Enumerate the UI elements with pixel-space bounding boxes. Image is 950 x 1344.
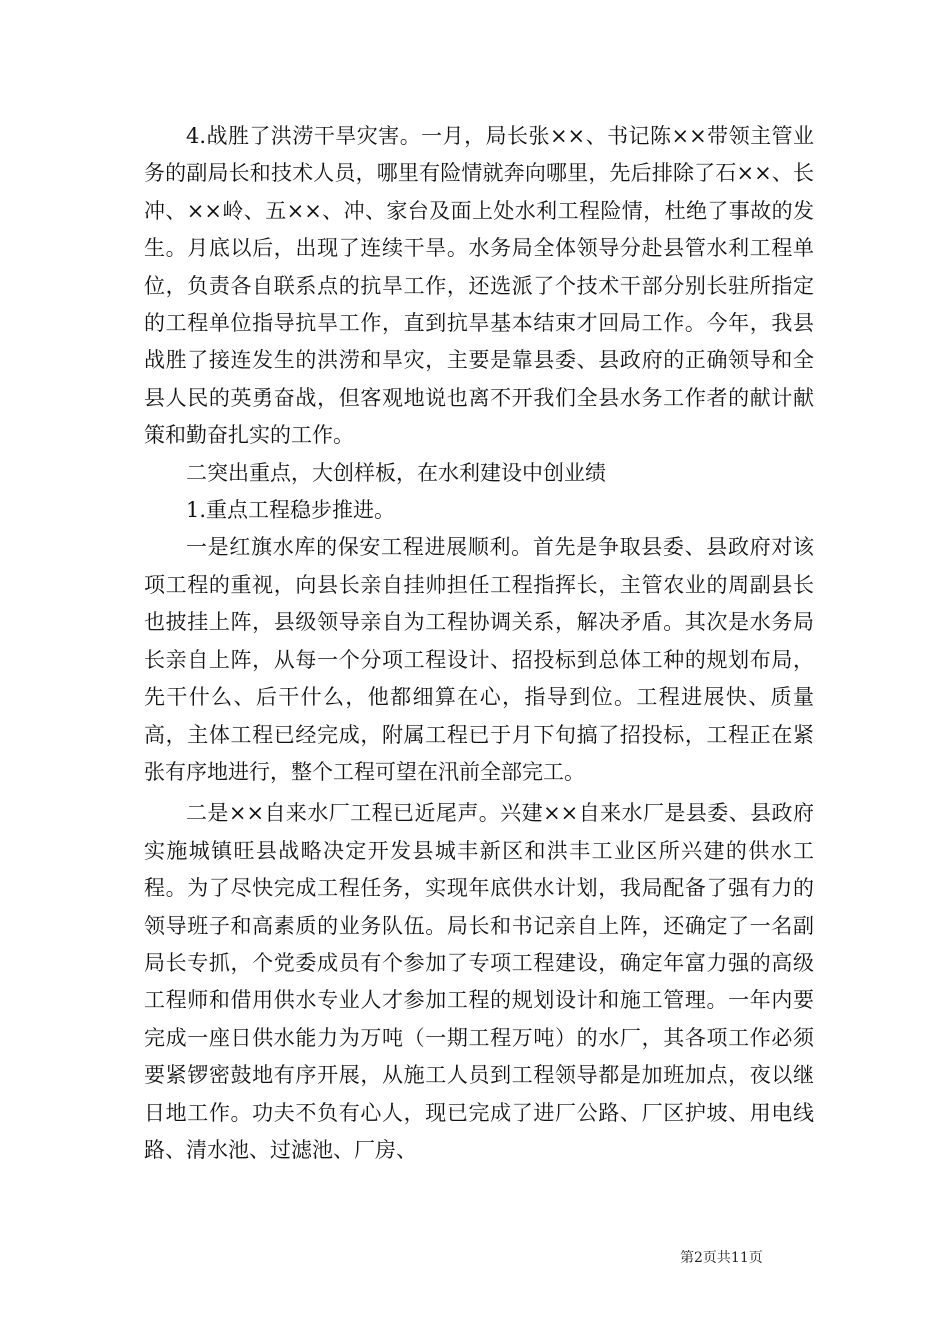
paragraph-waterworks: 二是××自来水厂工程已近尾声。兴建××自来水厂是县委、县政府实施城镇旺县战略决定开发县城丰新区和洪丰工业区所兴建的供水工程。为了尽快完成工程任务，实现年底供水计划，我局配备了强有力的领导班子和高素质的业务队伍。局长和书记亲自上阵，还确定了一名副局长专抓，个党委成员有个参加了专项工程建设，确定年富力强的高级工程师和借用供水专业人才参加工程的规划设计和施工管理。一年内要完成一座日供水能力为万吨（一期工程万吨）的水厂，其各项工作必须要紧锣密鼓地有序开展，从施工人员到工程领导都是加班加点，夜以继日地工作。功夫不负有心人，现已完成了进厂公路、厂区护坡、用电线路、清水池、过滤池、厂房、 [144, 801, 814, 1162]
document-body [144, 118, 814, 1169]
section-heading-highlights: 二突出重点，大创样板，在水利建设中创业绩 [186, 460, 606, 485]
paragraph-hongqi-reservoir: 一是红旗水库的保安工程进展顺利。首先是争取县委、县政府对该项工程的重视，向县长亲自挂帅担任工程指挥长，主管农业的周副县长也披挂上阵，县级领导亲自为工程协调关系，解决矛盾。其次是水务局长亲自上阵，从每一个分项工程设计、招投标到总体工种的规划布局，先干什么、后干什么，他都细算在心，指导到位。工程进展快、质量高，主体工程已经完成，附属工程已于月下旬搞了招投标，工程正在紧张有序地进行，整个工程可望在汛前全部完工。 [144, 535, 814, 784]
paragraph-flood-drought: 4.战胜了洪涝干旱灾害。一月，局长张××、书记陈××带领主管业务的副局长和技术人员，哪里有险情就奔向哪里，先后排除了石××、长冲、××岭、五××、冲、家台及面上处水利工程险情，杜绝了事故的发生。月底以后，出现了连续干旱。水务局全体领导分赴县管水利工程单位，负责各自联系点的抗旱工作，还选派了个技术干部分别长驻所指定的工程单位指导抗旱工作，直到抗旱基本结束才回局工作。今年，我县战胜了接连发生的洪涝和旱灾，主要是靠县委、县政府的正确领导和全县人民的英勇奋战，但客观地说也离不开我们全县水务工作者的献计献策和勤奋扎实的工作。 [144, 124, 814, 448]
subheading-key-projects: 1.重点工程稳步推进。 [186, 498, 396, 523]
page-number: 第2页共11页 [680, 1250, 763, 1266]
